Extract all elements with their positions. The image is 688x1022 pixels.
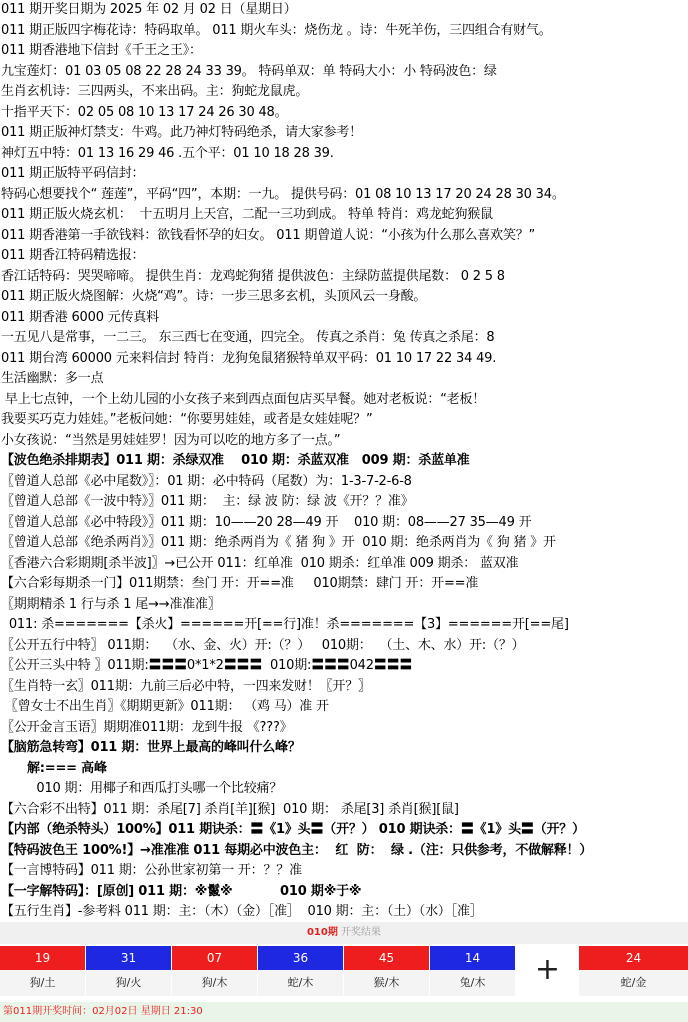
text-line: 〖曾女士不出生肖〗《期期更新》011期： （鸡 马）准 开 — [1, 699, 329, 714]
text-line: 【五行生肖】-参考料 011 期：主：（木）（金）［准］ 010 期：主：（土）（水）［准］ — [1, 904, 483, 919]
text-line: 神灯五中特：01 13 16 29 46 .五个平：01 10 18 28 39. — [1, 145, 334, 161]
ball-number: 19 — [0, 946, 85, 970]
text-line: 解:=== 高峰 — [1, 760, 107, 776]
text-line: 〖期期精杀 1 行与杀 1 尾→→准准准〗 — [1, 596, 221, 612]
text-line: 我要买巧克力娃娃。”老板问她：“你要男娃娃，或者是女娃娃呢？” — [1, 412, 373, 427]
text-line: 011 期正版火烧玄机： 十五明月上天宫，二配一三功到成。 特单 特肖：鸡龙蛇狗猴鼠 — [1, 207, 493, 222]
ball-number: 45 — [344, 946, 429, 970]
ball-3 — [172, 946, 257, 996]
text-line: 小女孩说：“当然是男娃娃罗！因为可以吃的地方多了一点。” — [1, 432, 341, 448]
text-line: 011 期正版火烧图解：火烧“鸡”。诗：一步三思多玄机，头顶风云一身酸。 — [1, 289, 427, 304]
ball-6 — [430, 946, 515, 996]
text-line: 011 期香港地下信封《千王之王》： — [1, 43, 202, 58]
ball-number: 07 — [172, 946, 257, 970]
text-line: 011 期正版神灯禁支：牛鸡。此乃神灯特码绝杀，请大家参考！ — [1, 125, 362, 140]
result-title-text: 开奖结果 — [337, 927, 382, 938]
ball-zodiac: 猴/木 — [344, 970, 429, 996]
text-line: 【一言博特码】011 期：公孙世家初第一 开：？？准 — [1, 863, 302, 878]
text-line: 【六合彩不出特】011 期：杀尾[7] 杀肖[羊][猴] 010 期： 杀尾[3] 杀肖[猴][鼠] — [1, 801, 459, 817]
text-line: 生肖玄机诗：三四两头，不来出码。主：狗蛇龙鼠虎。 — [1, 84, 309, 99]
ball-zodiac: 狗/土 — [0, 970, 85, 996]
text-line: 〖曾道人总部《一波中特》〗011 期： 主：绿 波 防：绿 波《开？？准》 — [1, 494, 414, 509]
text-line: 011 期香港 6000 元传真料 — [1, 309, 159, 325]
text-line: 【波色绝杀排期表】011 期：杀绿双准 010 期：杀蓝双准 009 期：杀蓝单准 — [1, 453, 470, 468]
text-line: 〖香港六合彩期期[杀半波]〗→已公开 011：红单准 010 期杀：红单准 009 期杀： 蓝双准 — [1, 555, 519, 571]
text-line: 011 期开奖日期为 2025 年 02 月 02 日（星期日） — [1, 2, 297, 17]
text-line: 【六合彩每期杀一门】011期禁：叁门 开：开==准 010期禁：肆门 开：开==准 — [1, 576, 479, 591]
text-line: 011: 杀=======【杀火】======开[==行]准！杀=======【3】======开[==尾] — [1, 617, 569, 632]
next-draw-time: 第011期开奖时间：02月02日 星期日 21:30 — [0, 1002, 688, 1022]
plus-separator: + — [517, 946, 578, 996]
text-line: 011 期正版特平码信封： — [1, 166, 145, 181]
text-line: 十指平天下：02 05 08 10 13 17 24 26 30 48。 — [1, 104, 288, 120]
ball-number: 24 — [579, 946, 688, 970]
text-line: 011 期香江特码精选报： — [1, 248, 145, 263]
ball-zodiac: 蛇/木 — [258, 970, 343, 996]
ball-1 — [0, 946, 85, 996]
text-line: 特码心想要找个“ 莲莲”，平码“四”，本期：一九。 提供号码：01 08 10 13 17 20 24 28 30 34。 — [1, 186, 565, 202]
ball-2 — [86, 946, 171, 996]
ball-zodiac: 狗/木 — [172, 970, 257, 996]
text-line: 〖公开金言玉语〗期期准011期：龙到牛报 《???》 — [1, 719, 293, 735]
result-balls — [0, 946, 688, 996]
ball-zodiac: 狗/火 — [86, 970, 171, 996]
text-line: 香江话特码：哭哭啼啼。 提供生肖：龙鸡蛇狗猪 提供波色：主绿防蓝提供尾数： 0 2 5 8 — [1, 268, 505, 284]
ball-zodiac: 蛇/金 — [579, 970, 688, 996]
text-line: 011 期台湾 60000 元来料信封 特肖：龙狗兔鼠猪猴特单双平码：01 10 17 22 34 49. — [1, 350, 497, 366]
text-line: 【特码波色王 100%!】→准准准 011 每期必中波色主： 红 防： 绿 .（注：只供参考，不做解释！） — [1, 842, 593, 858]
text-line: 生活幽默：多一点 — [1, 371, 104, 386]
ball-number: 14 — [430, 946, 515, 970]
text-line: 【一字解特码】：[原创] 011 期：※鬣※ 010 期※于※ — [1, 883, 362, 899]
text-line: 〖公开三头中特 〗011期:〓〓〓0*1*2〓〓〓 010期:〓〓〓042〓〓〓 — [1, 658, 413, 673]
text-line: 早上七点钟，一个上幼儿园的小女孩子来到西点面包店买早餐。她对老板说：“老板！ — [1, 391, 486, 407]
text-line: 【内部（绝杀特头）100%】011 期诀杀：〓《1》头〓（开？） 010 期诀杀：〓《1》头〓（开？） — [1, 822, 585, 837]
ball-number: 36 — [258, 946, 343, 970]
ball-zodiac: 兔/木 — [430, 970, 515, 996]
text-line: 【脑筋急转弯】011 期：世界上最高的峰叫什么峰？ — [1, 740, 301, 755]
text-line: 〖生肖特一玄〗011期：九前三后必中特，一四来发财！〖开？〗 — [1, 678, 371, 694]
text-line: 九宝莲灯：01 03 05 08 22 28 24 33 39。 特码单双：单 特码大小：小 特码波色：绿 — [1, 63, 497, 79]
result-title — [0, 922, 688, 944]
ball-number: 31 — [86, 946, 171, 970]
text-line: 〖曾道人总部《必中特段》〗011 期：10——20 28—49 开 010 期：08——27 35—49 开 — [1, 514, 532, 530]
text-line: 一五见八是常事，一二三。 东三西七在变通，四完全。 传真之杀肖：兔 传真之杀尾：8 — [1, 330, 495, 345]
text-line: 〖曾道人总部《必中尾数》〗：01 期：必中特码（尾数）为：1-3-7-2-6-8 — [1, 473, 412, 489]
ball-4 — [258, 946, 343, 996]
ball-5 — [344, 946, 429, 996]
ball-special — [579, 946, 688, 996]
text-line: 010 期：用椰子和西瓜打头哪一个比较痛？ — [1, 781, 283, 796]
text-line: 〖曾道人总部《绝杀两肖》〗011 期：绝杀两肖为《 猪 狗 》开 010 期：绝杀两肖为《 狗 猪 》开 — [1, 535, 556, 550]
text-line: 〖公开五行中特〗 011期： （水、金、火）开:（？） 010期： （土、木、水）开:（？） — [1, 637, 525, 653]
text-line: 011 期香港第一手欲钱料：欲钱看怀孕的妇女。 011 期曾道人说：“小孩为什么那么喜欢笑？” — [1, 227, 536, 243]
result-period: 010期 — [306, 927, 338, 938]
text-line: 011 期正版四字梅花诗：特码取单。 011 期火车头：烧伤龙 。诗：牛死羊伤，三四组合有财气。 — [1, 22, 552, 38]
